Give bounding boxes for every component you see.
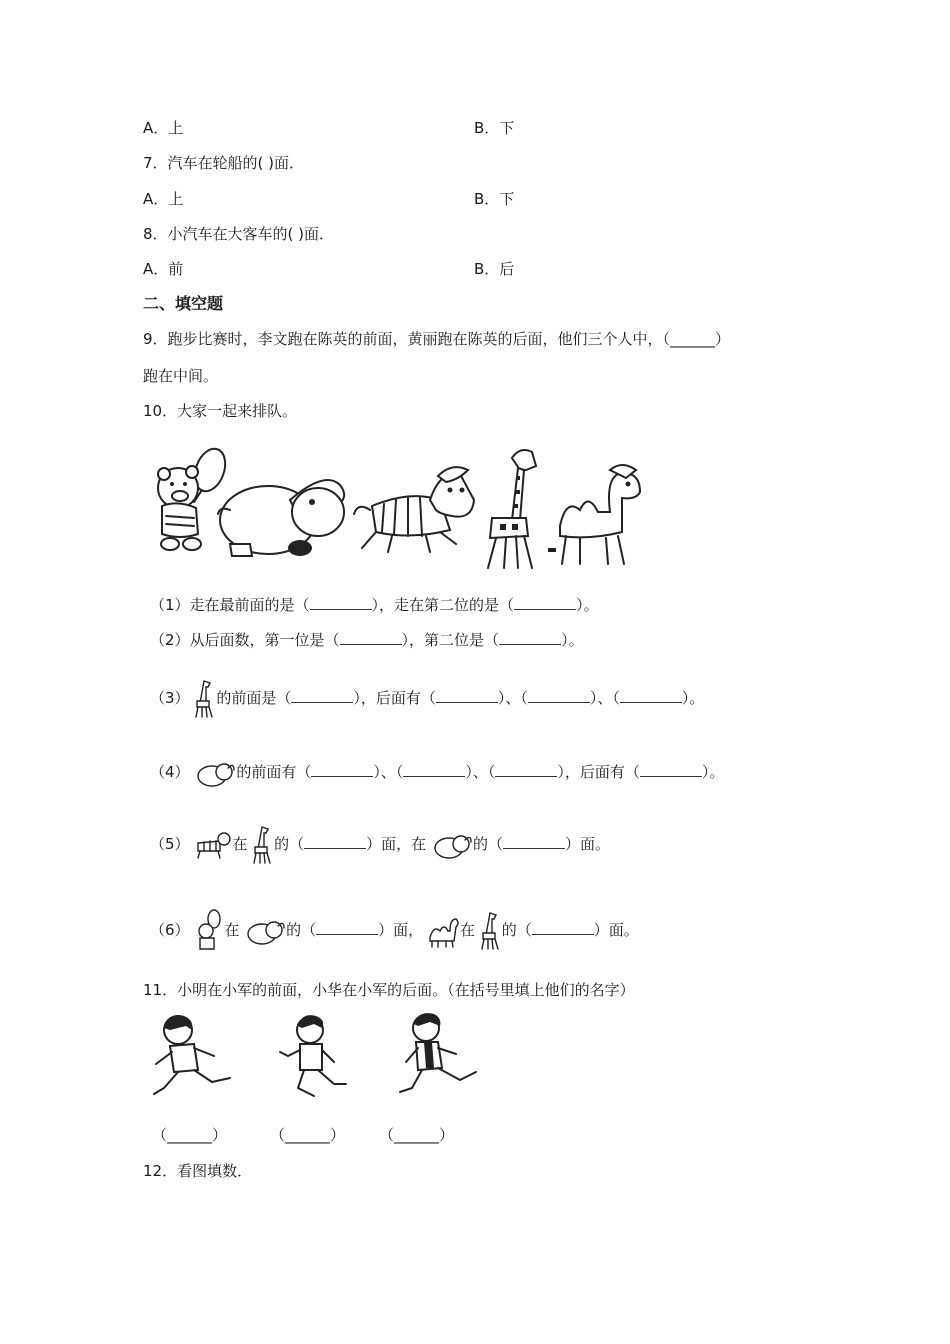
blank-q10-4d[interactable] bbox=[640, 764, 702, 777]
blank-q10-3c[interactable] bbox=[528, 690, 590, 703]
q8-option-a: A．前 bbox=[143, 260, 184, 278]
zebra-icon bbox=[354, 467, 474, 552]
q12-text: 12．看图填数． bbox=[143, 1162, 253, 1180]
blank-q10-4a[interactable] bbox=[311, 764, 373, 777]
q11-blank-3[interactable]: （______） bbox=[379, 1126, 455, 1144]
running-boys-image bbox=[150, 1008, 490, 1108]
q6-option-a: A．上 bbox=[143, 119, 184, 137]
q10-sub1: （1）走在最前面的是（ ），走在第二位的是（ ）。 bbox=[150, 596, 599, 614]
q9-line2: 跑在中间。 bbox=[143, 367, 219, 385]
pig-balloon-icon bbox=[194, 909, 224, 953]
blank-q10-2b[interactable] bbox=[499, 632, 561, 645]
runner-1-icon bbox=[154, 1015, 230, 1094]
blank-q10-3d[interactable] bbox=[620, 690, 682, 703]
blank-q10-6b[interactable] bbox=[532, 922, 594, 935]
giraffe-icon bbox=[480, 911, 502, 951]
blank-q10-3a[interactable] bbox=[291, 690, 353, 703]
elephant-icon bbox=[244, 916, 286, 946]
q8-option-b: B．后 bbox=[474, 260, 515, 278]
q9-line1: 9．跑步比赛时，李文跑在陈英的前面，黄丽跑在陈英的后面，他们三个人中，（______） bbox=[143, 330, 731, 348]
blank-q10-2a[interactable] bbox=[340, 632, 402, 645]
pig-balloon-icon bbox=[158, 445, 231, 550]
camel-icon bbox=[548, 465, 640, 564]
giraffe-icon bbox=[252, 825, 274, 865]
q7-option-b: B．下 bbox=[474, 190, 515, 208]
camel-icon bbox=[428, 913, 460, 949]
blank-q10-1a[interactable] bbox=[310, 597, 372, 610]
elephant-icon bbox=[431, 830, 473, 860]
q10-sub3: （3） 的前面是（ ），后面有（ ）、（ ）、（ ）。 bbox=[150, 678, 704, 719]
q10-sub4: （4） 的前面有（ ）、（ ）、（ ），后面有（ ）。 bbox=[150, 752, 724, 792]
giraffe-icon bbox=[488, 450, 536, 568]
q10-sub6: （6） 在 的（ ）面， 在 的（ ）面。 bbox=[150, 908, 639, 953]
section-2-title: 二、填空题 bbox=[143, 294, 224, 313]
animal-queue-image bbox=[140, 440, 650, 575]
q11-text: 11．小明在小军的前面，小华在小军的后面。（在括号里填上他们的名字） bbox=[143, 981, 635, 999]
elephant-icon bbox=[194, 758, 236, 788]
q10-sub2: （2）从后面数，第一位是（ ），第二位是（ ）。 bbox=[150, 631, 584, 649]
blank-q10-4c[interactable] bbox=[495, 764, 557, 777]
blank-q10-5a[interactable] bbox=[304, 836, 366, 849]
blank-q10-6a[interactable] bbox=[316, 922, 378, 935]
q10-sub5: （5） 在 的（ ）面，在 的（ ）面。 bbox=[150, 824, 610, 865]
runner-2-icon bbox=[280, 1015, 346, 1096]
q7-option-a: A．上 bbox=[143, 190, 184, 208]
blank-q10-5b[interactable] bbox=[503, 836, 565, 849]
q10-title: 10．大家一起来排队。 bbox=[143, 402, 298, 420]
q11-blank-2[interactable]: （______） bbox=[270, 1126, 346, 1144]
elephant-icon bbox=[218, 480, 344, 556]
blank-q10-3b[interactable] bbox=[436, 690, 498, 703]
blank-q10-1b[interactable] bbox=[514, 597, 576, 610]
zebra-icon bbox=[194, 831, 232, 859]
runner-3-icon bbox=[400, 1013, 476, 1092]
q8-text: 8．小汽车在大客车的( )面． bbox=[143, 225, 335, 243]
blank-q10-4b[interactable] bbox=[403, 764, 465, 777]
giraffe-icon bbox=[194, 679, 216, 719]
q6-option-b: B．下 bbox=[474, 119, 515, 137]
q7-text: 7．汽车在轮船的( )面． bbox=[143, 154, 305, 172]
q11-blank-1[interactable]: （______） bbox=[152, 1126, 228, 1144]
